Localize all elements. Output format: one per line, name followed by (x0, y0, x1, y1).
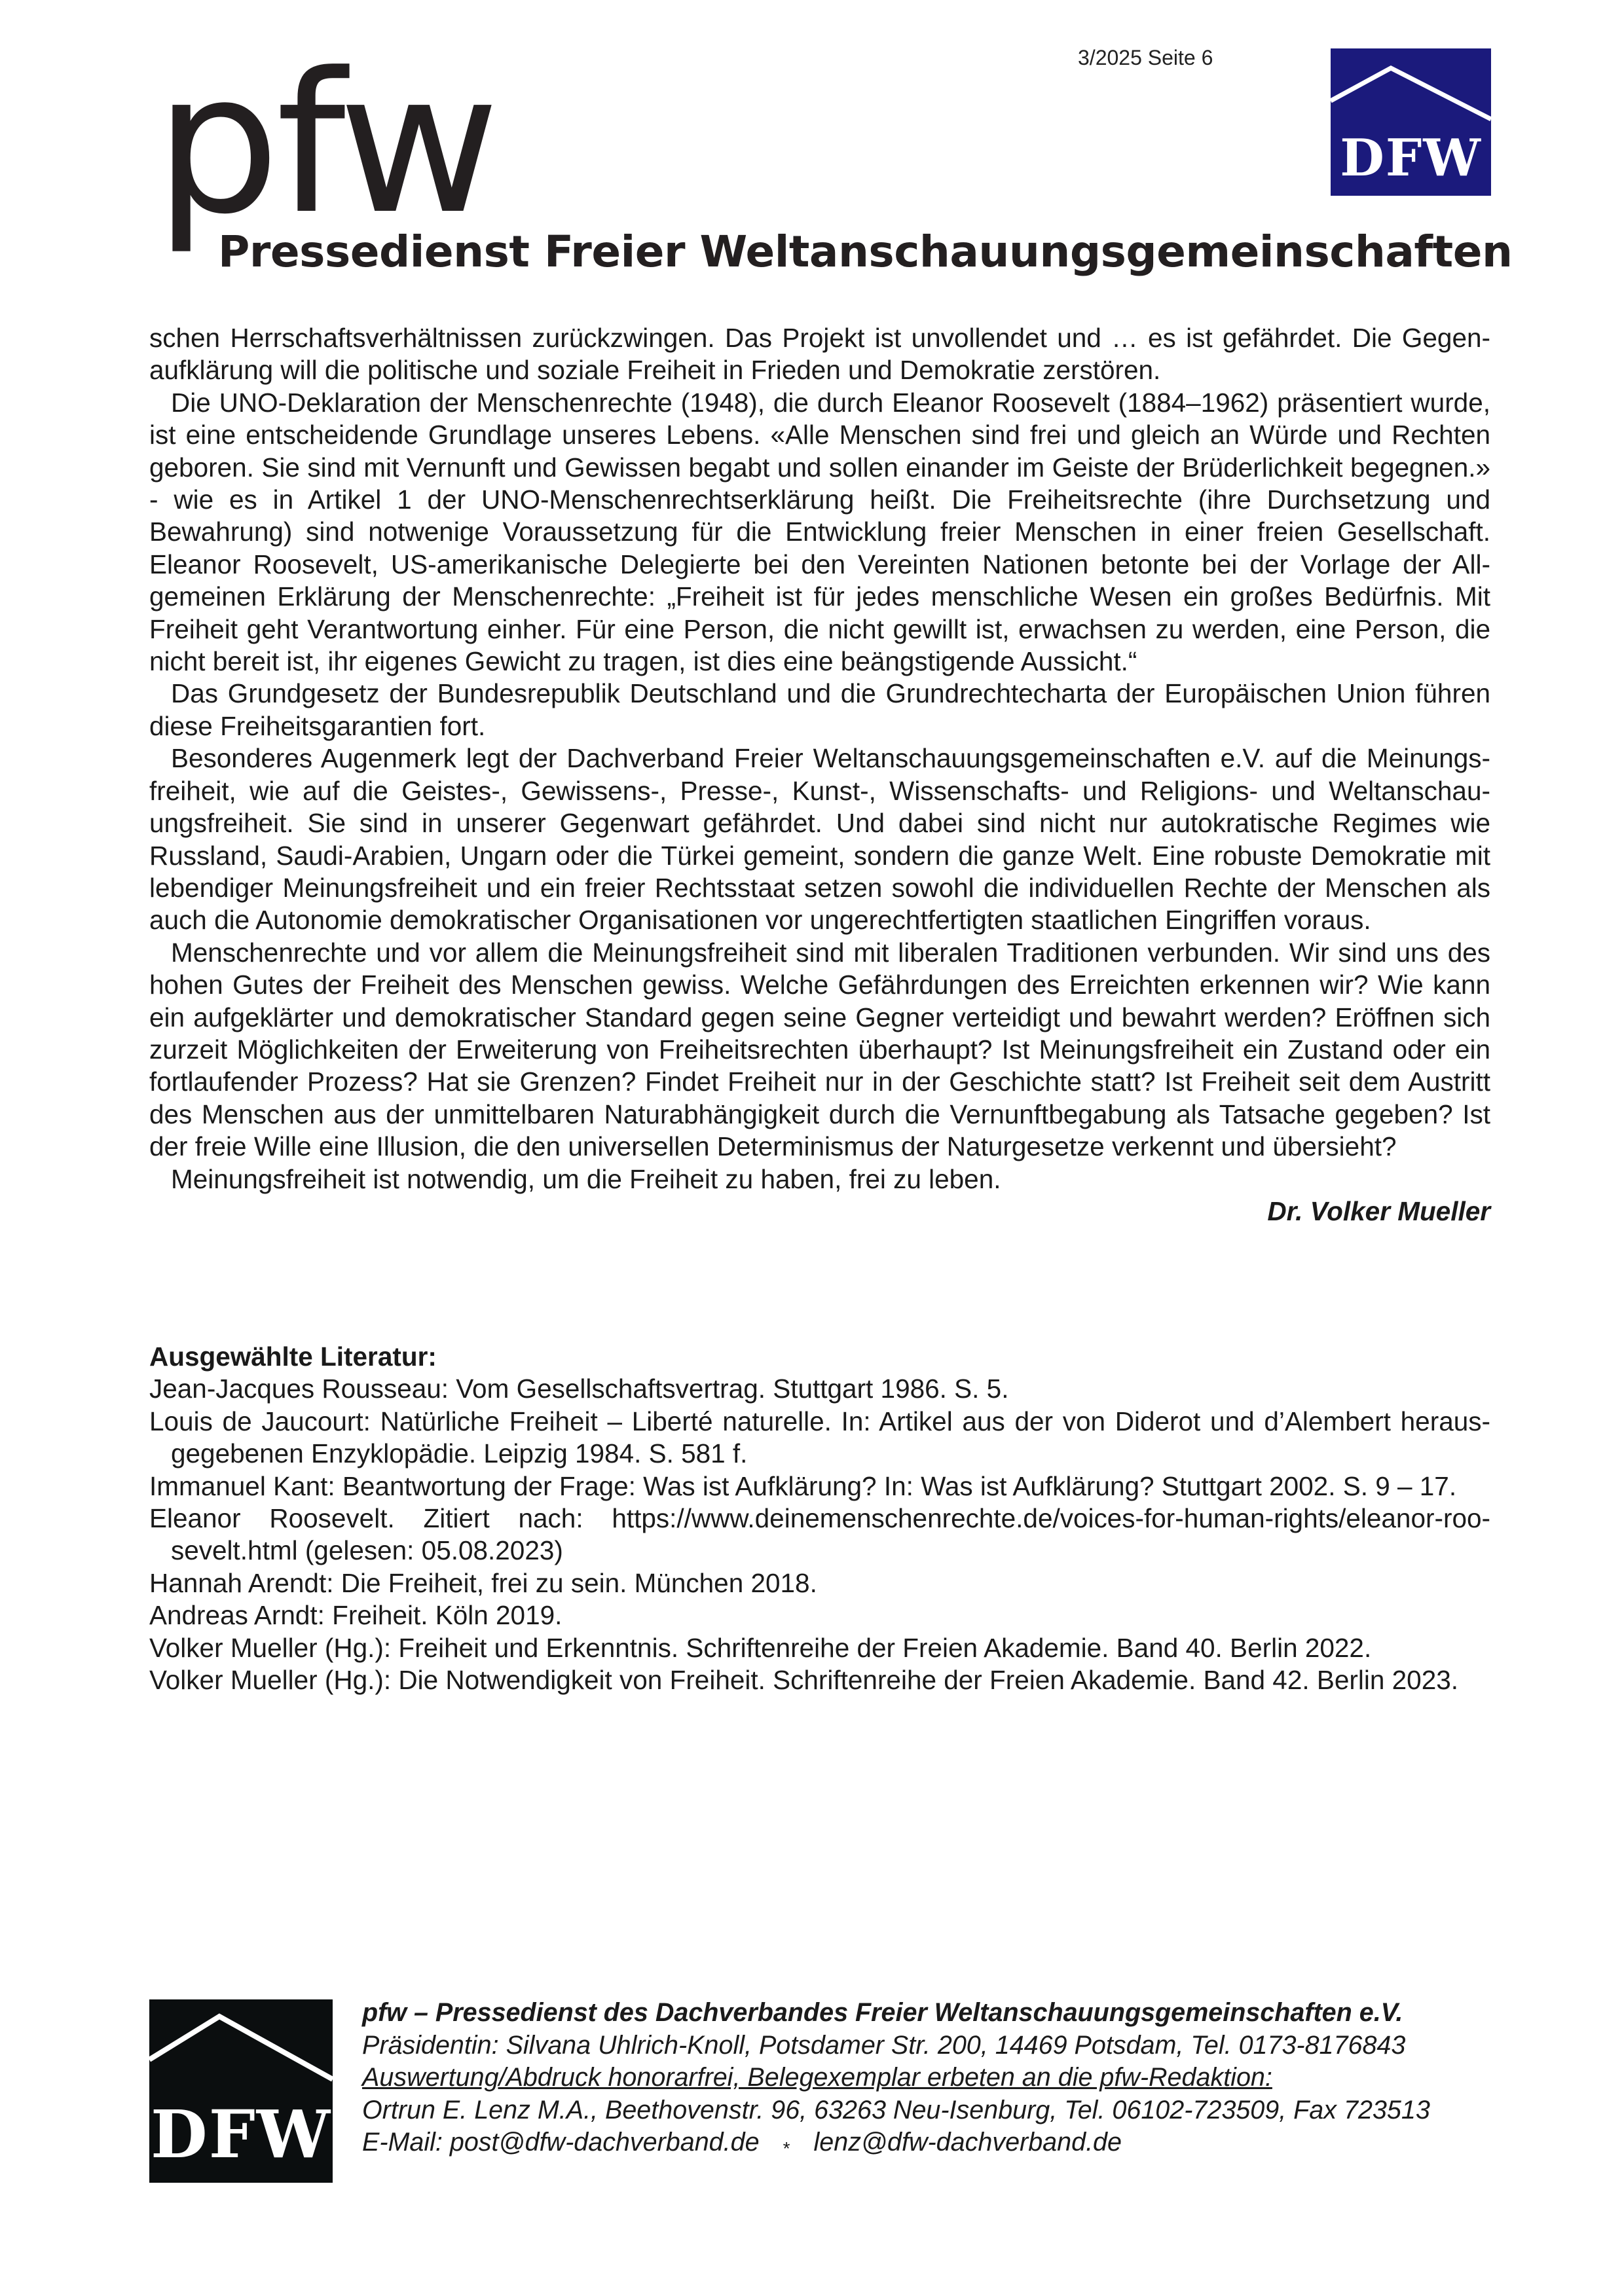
imprint-editor: Ortrun E. Lenz M.A., Beethovenstr. 96, 63263 Neu-Isenburg, Tel. 06102-723509, Fax 723513 (362, 2095, 1430, 2124)
paragraph: schen Herrschaftsverhältnissen zurückzwingen. Das Projekt ist unvollendet und … es ist gefährdet. Die Gegenaufklärung will die politische und soziale Freiheit in Frieden und Demokratie zerstören. (149, 323, 1490, 386)
literature-item: Jean-Jacques Rousseau: Vom Gesellschaftsvertrag. Stuttgart 1986. S. 5. (149, 1374, 1009, 1404)
masthead-title: Pressedienst Freier Weltanschauungsgemeinschaften (218, 227, 1513, 277)
literature-item: Volker Mueller (Hg.): Die Notwendigkeit von Freiheit. Schriftenreihe der Freien Akademie. Band 42. Berlin 2023. (149, 1665, 1458, 1696)
issue-page-label: 3/2025 Seite 6 (1078, 46, 1213, 69)
paragraph: Meinungsfreiheit ist notwendig, um die Freiheit zu haben, frei zu leben. (171, 1163, 1001, 1194)
paragraph: Die UNO-Deklaration der Menschenrechte (1948), die durch Eleanor Roosevelt (1884–1962) präsentiert wurde, ist eine entscheidende Grundlage unseres Lebens. «Alle Menschen sind frei und gleich an Würde und Rechten geboren. Sie sind mit Vernunft und Gewissen begabt und sollen einander im Geiste der Brüderlichkeit begegnen.» - wie es in Artikel 1 der UNO-Menschenrechtserklärung heißt. Die Freiheitsrechte (ihre Durchsetzung und Bewahrung) sind notwenige Voraussetzung für die Entwicklung freier Menschen in einer freien Gesellschaft. Eleanor Roosevelt, US-amerikanische Delegierte bei den Vereinten Nationen betonte bei der Vorlage der Allgemeinen Erklärung der Menschenrechte: „Freiheit ist für jedes menschliche Wesen ein großes Bedürfnis. Mit Freiheit geht Verantwortung einher. Für eine Person, die nicht gewillt ist, erwachsen zu werden, eine Person, die nicht bereit ist, ihr eigenes Gewicht zu tragen, ist dies eine beängstigende Aussicht.“ (149, 387, 1490, 677)
literature-item: Immanuel Kant: Beantwortung der Frage: Was ist Aufklärung? In: Was ist Aufklärung? Stuttgart 2002. S. 9 – 17. (149, 1470, 1457, 1501)
literature-item: Volker Mueller (Hg.): Freiheit und Erkenntnis. Schriftenreihe der Freien Akademie. Band 40. Berlin 2022. (149, 1632, 1372, 1663)
imprint-email-line (362, 2126, 1488, 2165)
dfw-logo-bottom (149, 1999, 333, 2183)
imprint-notice: Auswertung/Abdruck honorarfrei, Belegexemplar erbeten an die pfw-Redaktion: (362, 2063, 1272, 2092)
literature-heading: Ausgewählte Literatur: (149, 1341, 437, 1372)
literature-list (149, 1373, 1490, 1696)
paragraph: Das Grundgesetz der Bundesrepublik Deutschland und die Grundrechtecharta der Europäischen Union führen diese Freiheitsgarantien fort. (149, 678, 1490, 741)
imprint-block (362, 1997, 1488, 2165)
imprint-president: Präsidentin: Silvana Uhlrich-Knoll, Potsdamer Str. 200, 14469 Potsdam, Tel. 0173-8176843 (362, 2030, 1406, 2060)
imprint-title: pfw – Pressedienst des Dachverbandes Freier Weltanschauungsgemeinschaften e.V. (362, 1998, 1403, 2027)
dfw-logo-top (1331, 48, 1491, 196)
email-link-lenz[interactable]: lenz@dfw-dachverband.de (813, 2128, 1122, 2157)
paragraph: Menschenrechte und vor allem die Meinungsfreiheit sind mit liberalen Traditionen verbunden. Wir sind uns des hohen Gutes der Freiheit des Menschen gewiss. Welche Gefährdungen des Erreichten erkennen wir? Wie kann ein aufgeklärter und demokratischer Standard gegen seine Gegner verteidigt und bewahrt werden? Eröffnen sich zurzeit Möglichkeiten der Erweiterung von Freiheitsrechten überhaupt? Ist Meinungsfreiheit ein Zustand oder ein fortlaufender Prozess? Hat sie Grenzen? Findet Freiheit nur in der Geschichte statt? Ist Freiheit seit dem Austritt des Menschen aus der unmittelbaren Naturabhängigkeit durch die Vernunftbegabung als Tatsache gegeben? Ist der freie Wille eine Illusion, die den universellen Determinismus der Naturgesetze verkennt und übersieht? (149, 937, 1490, 1162)
paragraph: Besonderes Augenmerk legt der Dachverband Freier Weltanschauungsgemeinschaften e.V. auf die Meinungsfreiheit, wie auf die Geistes-, Gewissens-, Presse-, Kunst-, Wissenschafts- und Religions- und Weltanschauungsfreiheit. Sie sind in unserer Gegenwart gefährdet. Und dabei sind nicht nur autokratische Regimes wie Russland, Saudi-Arabien, Ungarn oder die Türkei gemeint, sondern die ganze Welt. Eine robuste Demokratie mit lebendiger Meinungsfreiheit und ein freier Rechtsstaat setzen sowohl die individuellen Rechte der Menschen als auch die Autonomie demokratischer Organisationen vor ungerechtfertigten staatlichen Eingriffen voraus. (149, 743, 1490, 936)
literature-item: Hannah Arendt: Die Freiheit, frei zu sein. München 2018. (149, 1567, 817, 1598)
literature-item: Andreas Arndt: Freiheit. Köln 2019. (149, 1600, 563, 1631)
email-label: E-Mail: (362, 2128, 450, 2157)
article-body (149, 322, 1490, 1228)
dfw-logo-text: DFW (1340, 128, 1482, 188)
literature-section (149, 1341, 1490, 1696)
author-signature: Dr. Volker Mueller (1267, 1195, 1490, 1226)
separator-asterisk: * (783, 2138, 790, 2159)
email-link-post[interactable]: post@dfw-dachverband.de (449, 2128, 760, 2157)
literature-item: Louis de Jaucourt: Natürliche Freiheit – Liberté naturelle. In: Artikel aus der von Diderot und d’Alembert herausgegebenen Enzyklopädie. Leipzig 1984. S. 581 f. (149, 1406, 1490, 1469)
dfw-logo-text: DFW (150, 2096, 332, 2173)
pfw-logo: pfw (155, 31, 496, 257)
literature-item: Eleanor Roosevelt. Zitiert nach: https://www.deinemenschenrechte.de/voices-for-human-rights/eleanor-roosevelt.html (gelesen: 05.08.2023) (149, 1503, 1490, 1566)
